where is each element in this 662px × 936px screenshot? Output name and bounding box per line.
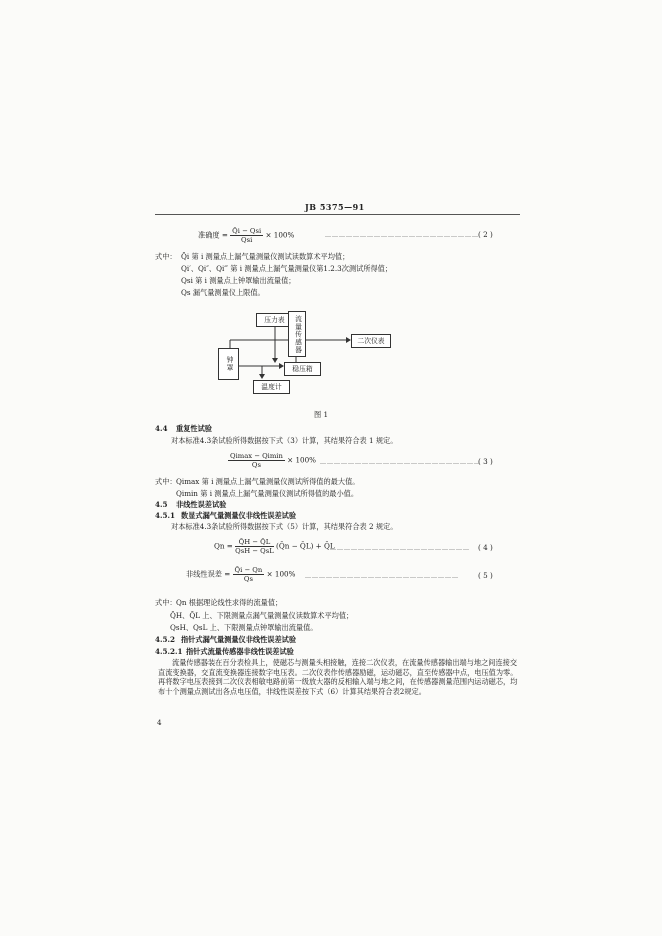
document-code: JB 5375—91 xyxy=(305,202,365,212)
eq4-lhs: Qn = xyxy=(214,541,233,551)
section-4-4-text: 对本标准4.3条试验所得数据按下式（3）计算，其结果符合表 1 规定。 xyxy=(171,436,398,445)
def3-line-2: Q̄H、Q̄L 上、下限测量点漏气量测量仪读数算术平均值； xyxy=(170,611,354,620)
section-4-5-2-1-number: 4.5.2.1 xyxy=(155,647,183,656)
eq5-dots: ………………………………………………………… xyxy=(305,573,459,580)
eq2-number: ( 2 ) xyxy=(478,230,493,239)
eq5-numerator: Q̄i − Qn xyxy=(234,566,263,574)
eq2-numerator: Q̄i − Qsi xyxy=(232,227,262,235)
eq4-dots: …………………………………………………… xyxy=(330,545,470,552)
figure-caption: 图 1 xyxy=(314,410,329,419)
page-number: 4 xyxy=(157,718,162,727)
eq3-fraction xyxy=(228,452,285,469)
section-4-5-1-title: 数显式漏气量测量仪非线性误差试验 xyxy=(181,511,297,520)
def3-line-3: QsH、QsL 上、下限测量点钟罩输出流量值。 xyxy=(170,623,318,632)
eq2-denominator: Qsi xyxy=(241,236,253,244)
eq4-tail: (Q̄n − Q̄L) + Q̄L xyxy=(276,541,335,551)
equation-3 xyxy=(228,452,316,469)
eq2-dots: ………………………………………………………… xyxy=(325,232,479,239)
eq3-dots: …………………………………………………………… xyxy=(320,459,481,466)
secondary-meter-box xyxy=(351,334,391,348)
def1-line-1: Q̄i 第 i 测量点上漏气量测量仪测试读数算术平均值； xyxy=(181,252,350,261)
secondary-meter-label: 二次仪表 xyxy=(357,336,385,345)
equation-5 xyxy=(186,566,295,583)
pressure-gauge-label: 压力表 xyxy=(264,315,285,324)
thermometer-label: 温度计 xyxy=(261,382,282,391)
section-4-5-1-text: 对本标准4.3条试验所得数据按下式（5）计算，其结果符合表 2 规定。 xyxy=(171,522,398,531)
def2-line-1: Qimax 第 i 测量点上漏气量测量仪测试所得值的最大值。 xyxy=(176,477,360,486)
thermometer-box xyxy=(253,380,290,394)
eq4-numerator: Q̄H − Q̄L xyxy=(235,538,274,547)
def1-line-4: Qs 漏气量测量仪上限值。 xyxy=(181,288,265,297)
eq3-denominator: Qs xyxy=(251,461,261,469)
eq2-tail: × 100% xyxy=(265,230,295,240)
def1-lead: 式中： xyxy=(155,252,177,261)
eq4-fraction xyxy=(235,538,274,555)
eq5-number: ( 5 ) xyxy=(478,571,493,580)
eq5-fraction xyxy=(233,566,265,583)
flow-sensor-box xyxy=(288,311,306,357)
def3-line-1: Qn 根据理论线性求得的流量值； xyxy=(176,598,283,607)
eq4-number: ( 4 ) xyxy=(478,543,493,552)
def3-lead: 式中： xyxy=(155,598,177,607)
equation-4 xyxy=(214,538,335,555)
stabilizer-box xyxy=(284,362,321,376)
section-4-5-2-title: 指针式漏气量测量仪非线性误差试验 xyxy=(181,635,297,644)
eq2-fraction xyxy=(230,227,263,244)
header-rule xyxy=(155,214,520,215)
eq2-lhs: 准确度 = xyxy=(198,230,228,240)
section-4-5-1-number: 4.5.1 xyxy=(155,511,176,520)
eq5-tail: × 100% xyxy=(266,569,296,579)
equation-2 xyxy=(198,227,294,244)
bell-label: 钟罩 xyxy=(225,356,233,372)
def2-line-2: Qimin 第 i 测量点上漏气量测量仪测试所得值的最小值。 xyxy=(176,489,359,498)
stabilizer-label: 稳压箱 xyxy=(292,364,313,373)
section-4-5-2-1-text: 流量传感器装在百分表检具上，使磁芯与测量头相接触，连接二次仪表，在流量传感器输出端与地之间连接交直流变换器，交直流变换器连接数字电压表。二次仪表作传感器励磁，运动磁芯，直至传感器中点，电压值为零。再将数字电压表接到二次仪表相敏电路前第一级放大器的反相输入端与地之间，在传感器测量范围内运动磁芯，均布十个测量点测试出各点电压值，非线性误差按下式（6）计算其结果符合表2规定。 xyxy=(158,658,518,696)
section-4-5-number: 4.5 xyxy=(155,500,168,509)
def1-line-2: Qi′、Qi″、Qi‴ 第 i 测量点上漏气量测量仪第1.2.3次测试所得值； xyxy=(181,264,393,273)
eq3-numerator: Qimax − Qimin xyxy=(230,452,283,460)
bell-box xyxy=(218,348,239,380)
def1-line-3: Qsi 第 i 测量点上钟罩输出流量值； xyxy=(181,276,296,285)
eq5-denominator: Qs xyxy=(243,575,253,583)
flow-sensor-label: 流量传感器 xyxy=(293,314,302,354)
eq4-denominator: QsH − QsL xyxy=(235,547,274,555)
eq3-tail: × 100% xyxy=(287,455,316,465)
section-4-5-title: 非线性误差试验 xyxy=(176,500,227,509)
section-4-4-title: 重复性试验 xyxy=(176,424,212,433)
eq3-number: ( 3 ) xyxy=(478,457,493,466)
section-4-5-2-number: 4.5.2 xyxy=(155,635,176,644)
section-4-4-number: 4.4 xyxy=(155,424,168,433)
eq5-lhs: 非线性误差 = xyxy=(186,569,231,579)
section-4-5-2-1-title: 指针式流量传感器非线性误差试验 xyxy=(186,647,294,656)
def2-lead: 式中： xyxy=(155,477,177,486)
